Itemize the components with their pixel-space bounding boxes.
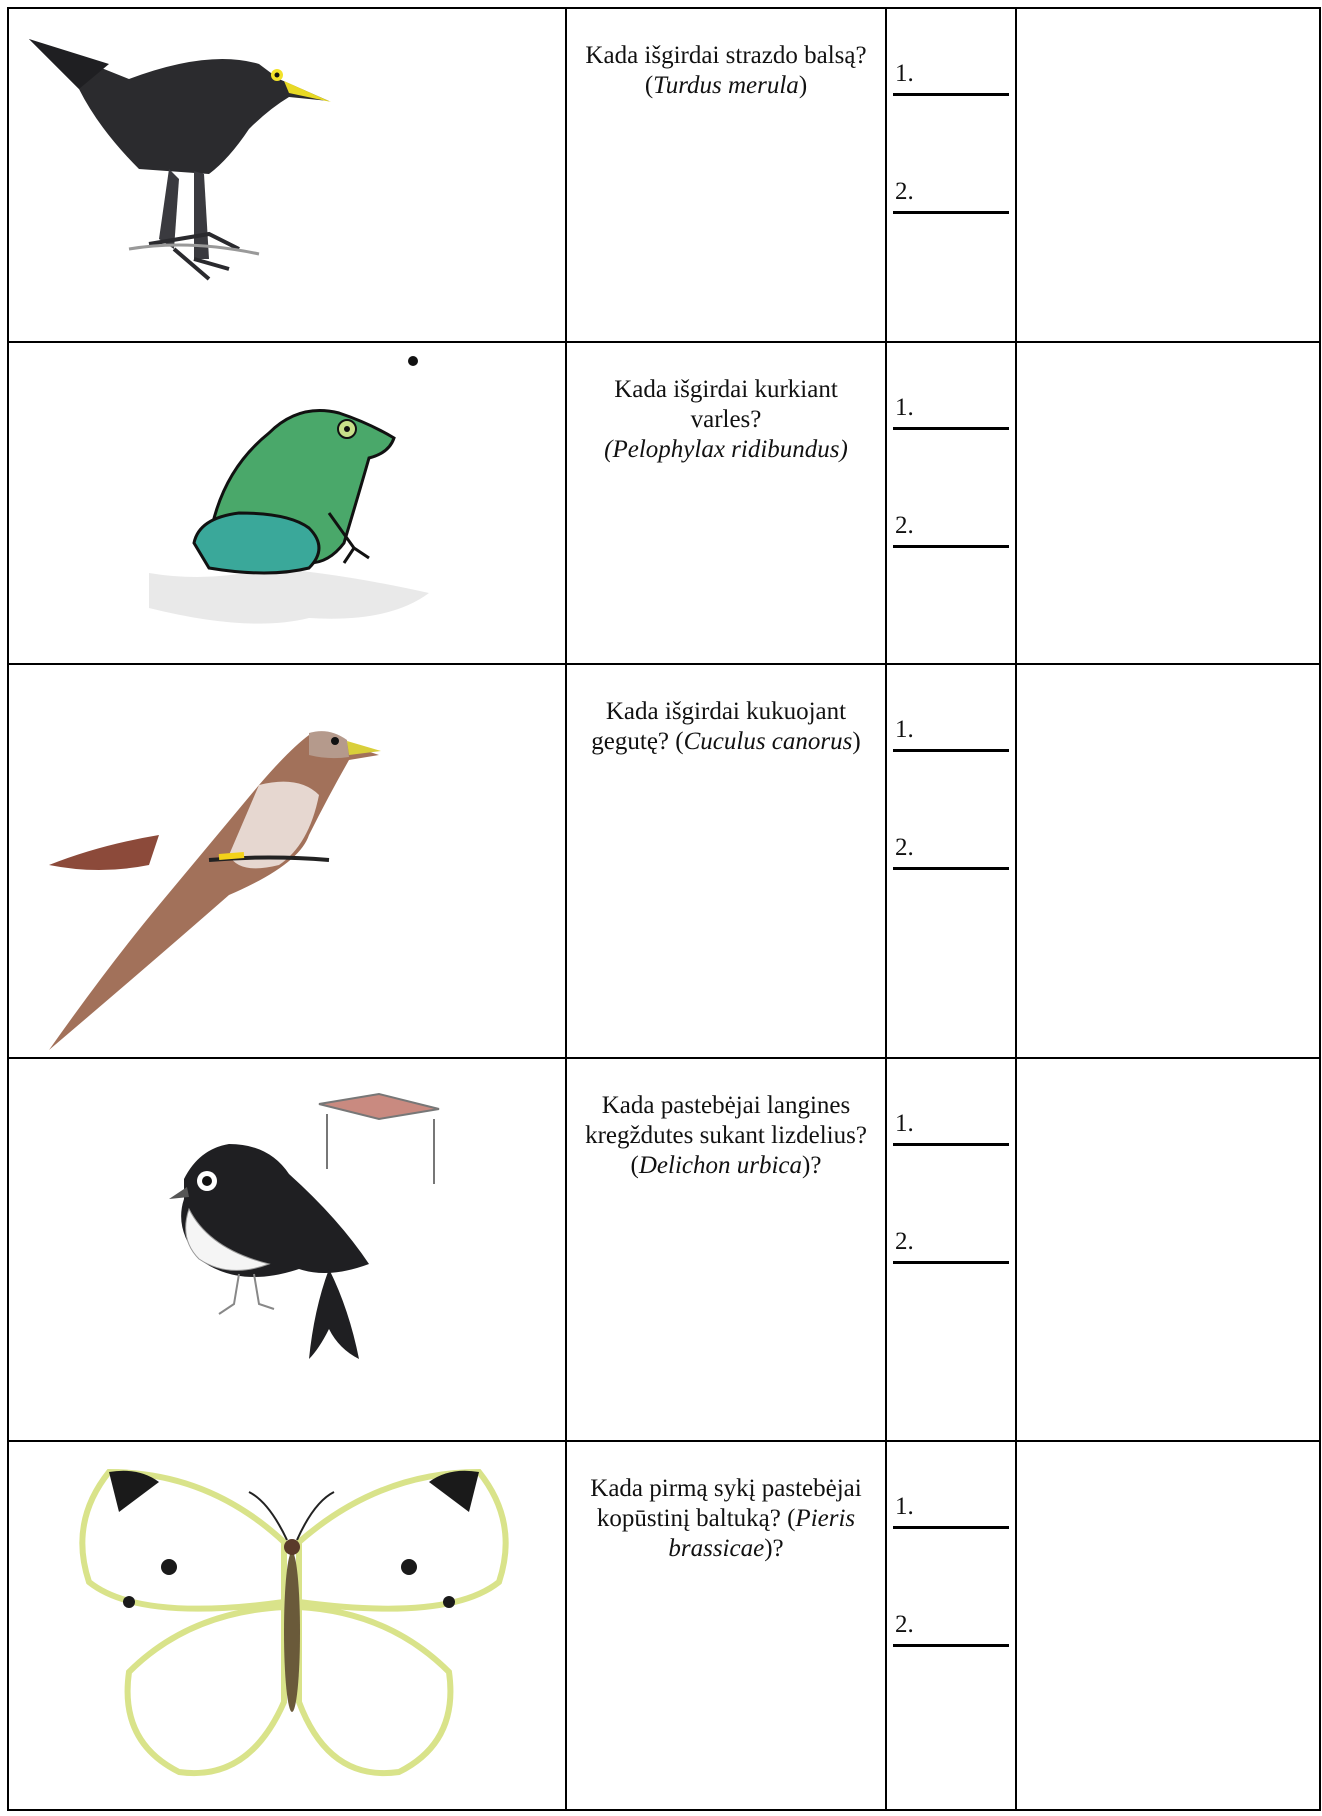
question-label: Kada išgirdai kukuojant gegutę? ( xyxy=(591,698,847,755)
answer-number-2: 2. xyxy=(895,178,914,205)
question-cell xyxy=(566,664,886,1058)
observation-sheet xyxy=(7,7,1321,1811)
answer-cell xyxy=(886,8,1016,342)
answer-number-1: 1. xyxy=(895,716,914,743)
question-text xyxy=(567,1442,885,1564)
question-label: Kada pastebėjai langines kregždutes sukant lizdelius? ( xyxy=(585,1092,867,1179)
question-suffix: ) xyxy=(798,72,808,99)
question-suffix: ) xyxy=(852,728,861,755)
answer-number-1: 1. xyxy=(895,1110,914,1137)
answer-number-1: 1. xyxy=(895,394,914,421)
latin-name: Cuculus canorus xyxy=(683,728,853,755)
question-text xyxy=(567,9,885,101)
illustration-cell xyxy=(8,664,566,1058)
table-row xyxy=(8,1441,1320,1810)
answer-line-1[interactable] xyxy=(893,55,1009,96)
question-suffix: )? xyxy=(764,1535,784,1562)
answer-line-2[interactable] xyxy=(893,507,1009,548)
answer-line-1[interactable] xyxy=(893,711,1009,752)
frog-drawing xyxy=(9,343,565,663)
illustration-cell xyxy=(8,8,566,342)
table-row xyxy=(8,664,1320,1058)
illustration-cell xyxy=(8,342,566,664)
question-text xyxy=(567,1059,885,1181)
answer-number-2: 2. xyxy=(895,1228,914,1255)
answer-line-1[interactable] xyxy=(893,1488,1009,1529)
answer-number-2: 2. xyxy=(895,834,914,861)
table-row xyxy=(8,342,1320,664)
latin-name: Turdus merula xyxy=(653,72,799,99)
question-suffix: )? xyxy=(802,1152,822,1179)
notes-cell[interactable] xyxy=(1016,8,1320,342)
illustration-cell xyxy=(8,1058,566,1441)
answer-line-1[interactable] xyxy=(893,1105,1009,1146)
answer-line-2[interactable] xyxy=(893,1606,1009,1647)
question-label: Kada išgirdai kurkiant varles? xyxy=(614,376,838,433)
answer-number-1: 1. xyxy=(895,1493,914,1520)
answer-line-2[interactable] xyxy=(893,829,1009,870)
answer-cell xyxy=(886,664,1016,1058)
question-text xyxy=(567,343,885,465)
cabbage-butterfly-drawing xyxy=(9,1442,565,1809)
question-cell xyxy=(566,1058,886,1441)
question-cell xyxy=(566,342,886,664)
cuckoo-drawing xyxy=(9,665,565,1057)
answer-cell xyxy=(886,1441,1016,1810)
answer-line-2[interactable] xyxy=(893,173,1009,214)
answer-number-2: 2. xyxy=(895,512,914,539)
notes-cell[interactable] xyxy=(1016,664,1320,1058)
question-cell xyxy=(566,1441,886,1810)
question-label: Kada pirmą sykį pastebėjai kopūstinį baltuką? ( xyxy=(590,1475,862,1532)
latin-name: (Pelophylax ridibundus) xyxy=(604,436,848,463)
illustration-cell xyxy=(8,1441,566,1810)
answer-number-1: 1. xyxy=(895,60,914,87)
notes-cell[interactable] xyxy=(1016,342,1320,664)
question-cell xyxy=(566,8,886,342)
question-text xyxy=(567,665,885,757)
answer-cell xyxy=(886,1058,1016,1441)
answer-cell xyxy=(886,342,1016,664)
latin-name: Delichon urbica xyxy=(638,1152,803,1179)
question-label: Kada išgirdai strazdo balsą? ( xyxy=(585,42,867,99)
answer-line-2[interactable] xyxy=(893,1223,1009,1264)
answer-line-1[interactable] xyxy=(893,389,1009,430)
latin-name: Pieris brassicae xyxy=(668,1505,856,1562)
blackbird-drawing xyxy=(9,9,565,341)
observation-table xyxy=(7,7,1321,1811)
answer-number-2: 2. xyxy=(895,1611,914,1638)
table-row xyxy=(8,8,1320,342)
notes-cell[interactable] xyxy=(1016,1058,1320,1441)
notes-cell[interactable] xyxy=(1016,1441,1320,1810)
house-martin-drawing xyxy=(9,1059,565,1440)
table-row xyxy=(8,1058,1320,1441)
